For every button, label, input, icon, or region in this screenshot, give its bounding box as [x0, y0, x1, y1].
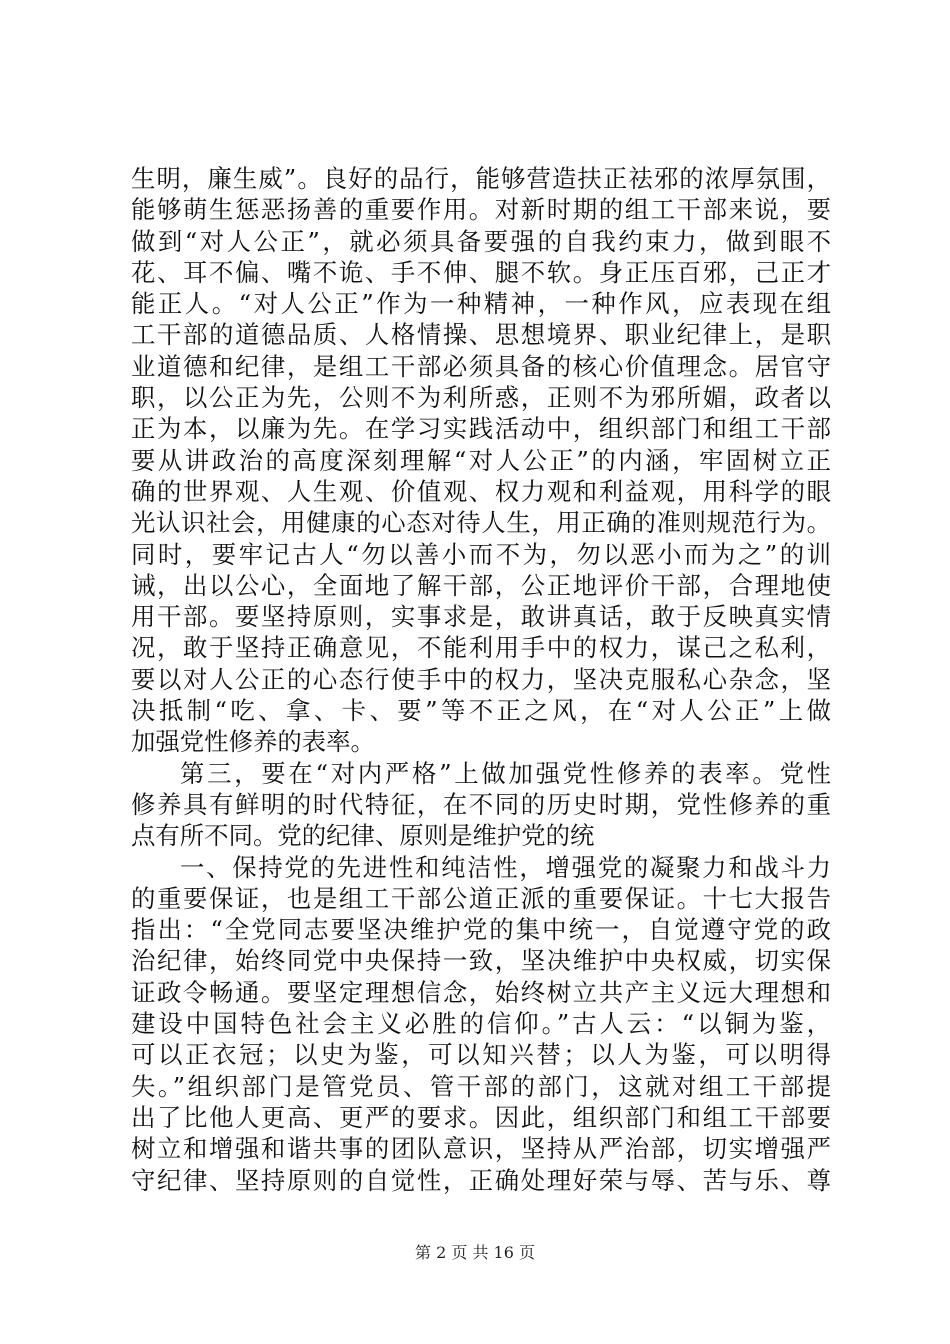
text-line: 加强党性修养的表率。 [131, 727, 375, 757]
text-line: 花、耳不偏、嘴不诡、手不伸、腿不软。身正压百邪，己正才 [131, 257, 831, 287]
page-footer: 第 2 页 共 16 页 [415, 1243, 535, 1262]
text-line: 能正人。“对人公正”作为一种精神，一种作风，应表现在组 [131, 289, 831, 319]
text-line: 建设中国特色社会主义必胜的信仰。”古人云：“以铜为鉴， [131, 1009, 831, 1039]
text-line: 决抵制“吃、拿、卡、要”等不正之风，在“对人公正”上做 [131, 696, 831, 726]
text-line: 生明，廉生威”。良好的品行，能够营造扶正祛邪的浓厚氛围， [131, 164, 831, 193]
text-line: 能够萌生惩恶扬善的重要作用。对新时期的组工干部来说，要 [131, 195, 831, 225]
text-line: 工干部的道德品质、人格情操、思想境界、职业纪律上，是职 [131, 320, 831, 350]
text-line: 确的世界观、人生观、价值观、权力观和利益观，用科学的眼 [131, 476, 831, 506]
text-line: 治纪律，始终同党中央保持一致，坚决维护中央权威，切实保 [131, 946, 831, 976]
text-line: 一、保持党的先进性和纯洁性，增强党的凝聚力和战斗力 [180, 852, 831, 882]
text-line: 职，以公正为先，公则不为利所惑，正则不为邪所媚，政者以 [131, 383, 831, 413]
text-line: 光认识社会，用健康的心态对待人生，用正确的准则规范行为。 [131, 508, 831, 538]
text-line: 指出：“全党同志要坚决维护党的集中统一，自觉遵守党的政 [131, 915, 831, 945]
text-line: 可以正衣冠；以史为鉴，可以知兴替；以人为鉴，可以明得 [131, 1040, 831, 1070]
text-line: 做到“对人公正”，就必须具备要强的自我约束力，做到眼不 [131, 226, 831, 256]
text-line: 诫，出以公心，全面地了解干部，公正地评价干部，合理地使 [131, 570, 831, 600]
text-line: 用干部。要坚持原则，实事求是，敢讲真话，敢于反映真实情 [131, 602, 831, 632]
text-line: 的重要保证，也是组工干部公道正派的重要保证。十七大报告 [131, 883, 831, 913]
text-line: 第三，要在“对内严格”上做加强党性修养的表率。党性 [180, 758, 831, 788]
body-text [131, 163, 831, 1196]
text-line: 树立和增强和谐共事的团队意识，坚持从严治部，切实增强严 [131, 1134, 831, 1164]
text-line: 修养具有鲜明的时代特征，在不同的历史时期，党性修养的重 [131, 789, 831, 819]
text-line: 要从讲政治的高度深刻理解“对人公正”的内涵，牢固树立正 [131, 445, 831, 475]
text-line: 同时，要牢记古人“勿以善小而不为，勿以恶小而为之”的训 [131, 539, 831, 569]
text-line: 守纪律、坚持原则的自觉性，正确处理好荣与辱、苦与乐、尊 [131, 1165, 831, 1195]
text-line: 况，敢于坚持正确意见，不能利用手中的权力，谋己之私利， [131, 633, 831, 663]
text-line: 出了比他人更高、更严的要求。因此，组织部门和组工干部要 [131, 1102, 831, 1132]
text-line: 要以对人公正的心态行使手中的权力，坚决克服私心杂念，坚 [131, 664, 831, 694]
text-line: 证政令畅通。要坚定理想信念，始终树立共产主义远大理想和 [131, 977, 831, 1007]
text-line: 点有所不同。党的纪律、原则是维护党的统 [131, 821, 595, 851]
text-line: 正为本，以廉为先。在学习实践活动中，组织部门和组工干部 [131, 414, 831, 444]
text-line: 业道德和纪律，是组工干部必须具备的核心价值理念。居官守 [131, 351, 831, 381]
text-line: 失。”组织部门是管党员、管干部的部门，这就对组工干部提 [131, 1071, 831, 1101]
